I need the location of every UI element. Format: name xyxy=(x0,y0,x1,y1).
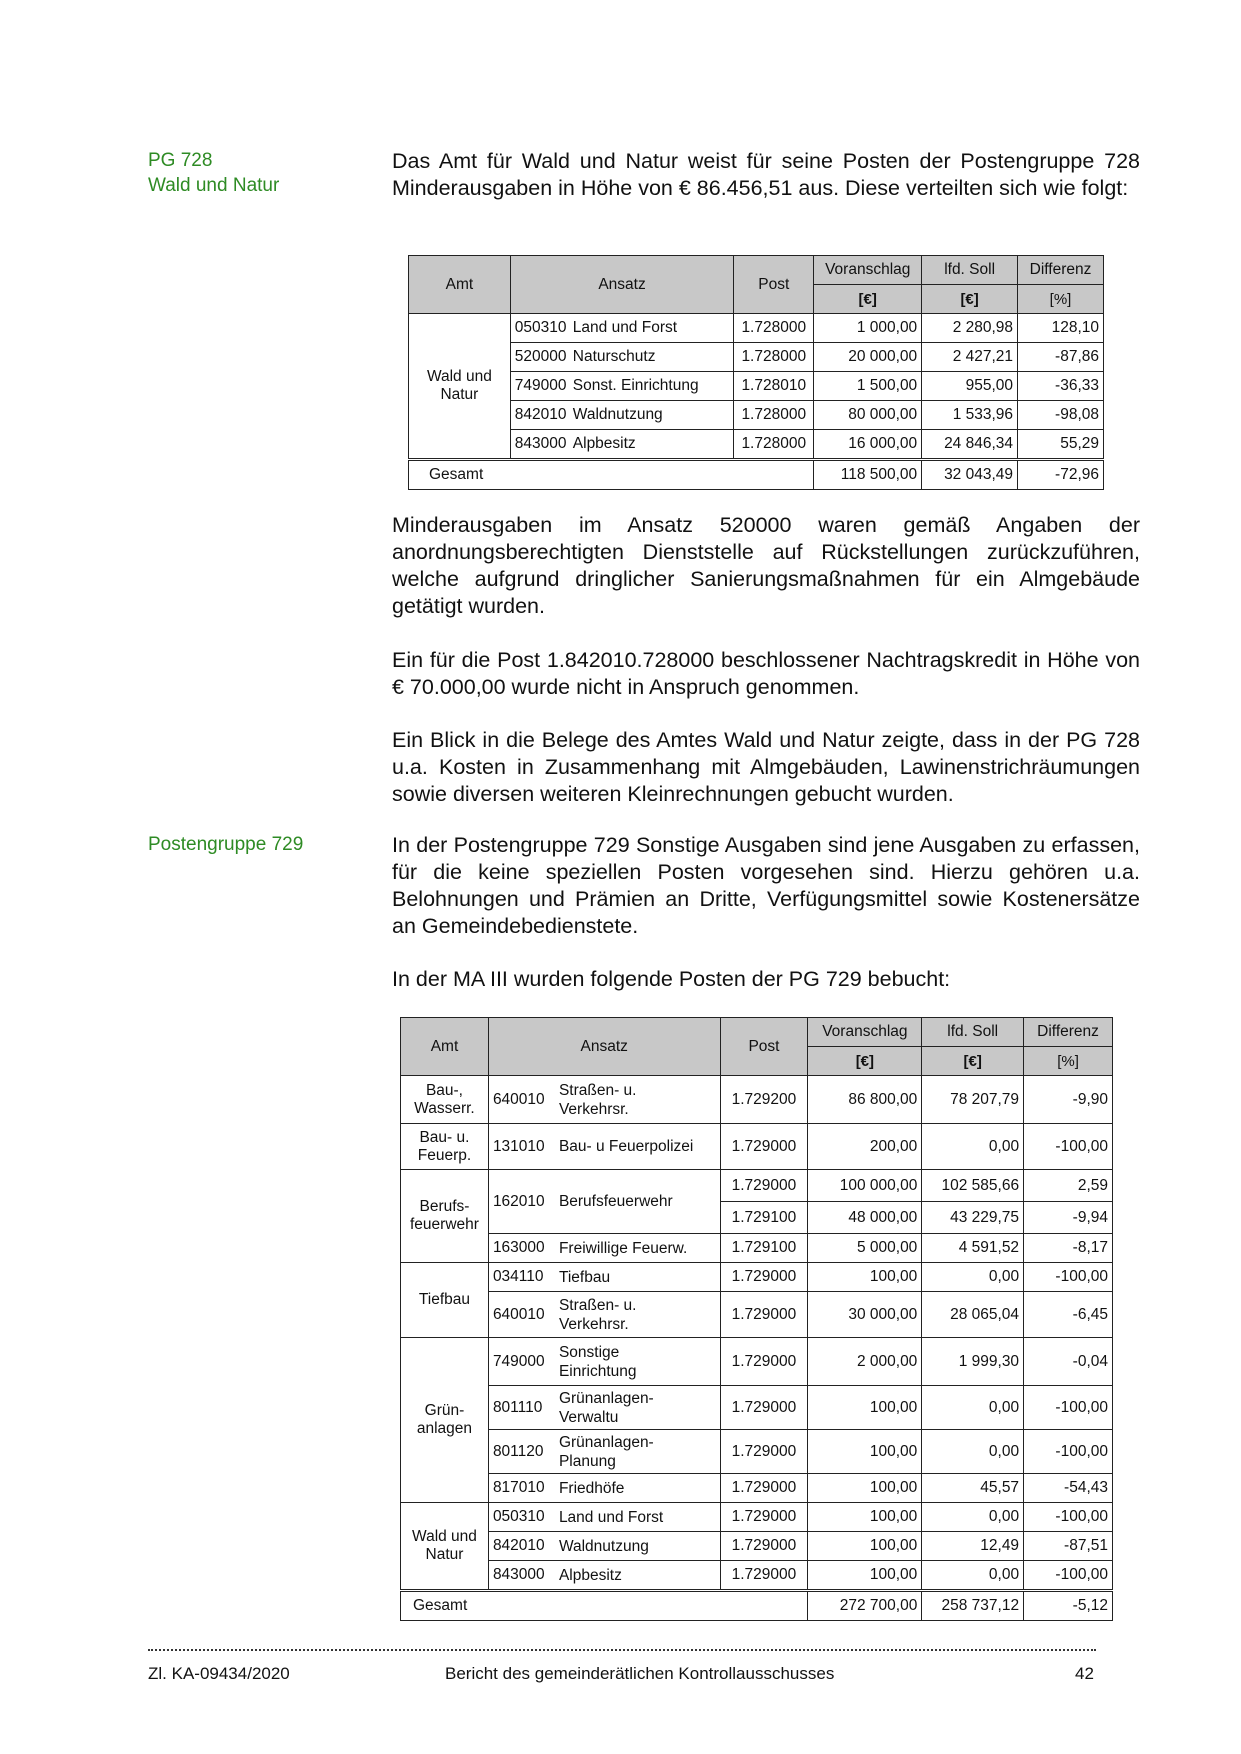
soll-cell: 78 207,79 xyxy=(922,1076,1024,1124)
post-cell: 1.729100 xyxy=(720,1234,808,1263)
footer-page-number: 42 xyxy=(1075,1664,1094,1683)
section-label-pg728 xyxy=(148,148,279,198)
table-row xyxy=(401,1386,1113,1430)
ansatz-cell xyxy=(488,1474,720,1503)
header-differenz: Differenz xyxy=(1018,256,1104,285)
unit-eur: [€] xyxy=(808,1047,922,1076)
ansatz-name: Sonstige Einrichtung xyxy=(558,1343,637,1380)
ansatz-name: Waldnutzung xyxy=(572,406,663,423)
ansatz-cell xyxy=(488,1532,720,1561)
unit-pct: [%] xyxy=(1024,1047,1113,1076)
post-cell: 1.729000 xyxy=(720,1170,808,1202)
amt-cell: Wald und Natur xyxy=(409,314,511,460)
voranschlag-cell: 5 000,00 xyxy=(808,1234,922,1263)
table-row xyxy=(401,1430,1113,1474)
soll-cell: 0,00 xyxy=(922,1561,1024,1591)
soll-cell: 2 427,21 xyxy=(922,343,1018,372)
table-total-row xyxy=(401,1591,1113,1621)
amt-cell: Bau- u. Feuerp. xyxy=(401,1124,489,1170)
ansatz-name: Land und Forst xyxy=(558,1508,664,1526)
ansatz-cell xyxy=(488,1503,720,1532)
table-row xyxy=(401,1234,1113,1263)
table-row xyxy=(409,430,1104,460)
post-cell: 1.729000 xyxy=(720,1338,808,1386)
ansatz-cell xyxy=(510,372,734,401)
table-row xyxy=(401,1532,1113,1561)
ansatz-cell xyxy=(488,1386,720,1430)
paragraph-nachtragskredit: Ein für die Post 1.842010.728000 beschlossener Nachtragskredit in Höhe von € 70.000,00 wurde nicht in Anspruch genommen. xyxy=(392,648,1140,699)
voranschlag-cell: 100,00 xyxy=(808,1430,922,1474)
header-voranschlag: Voranschlag xyxy=(808,1018,922,1047)
table-total-row xyxy=(409,460,1104,490)
ansatz-name: Freiwillige Feuerw. xyxy=(558,1239,688,1257)
ansatz-code: 749000 xyxy=(514,377,567,394)
diff-cell: -100,00 xyxy=(1024,1124,1113,1170)
voranschlag-cell: 200,00 xyxy=(808,1124,922,1170)
unit-eur: [€] xyxy=(922,285,1018,314)
voranschlag-cell: 1 000,00 xyxy=(814,314,922,343)
diff-cell: -100,00 xyxy=(1024,1561,1113,1591)
soll-cell: 4 591,52 xyxy=(922,1234,1024,1263)
paragraph-ma3: In der MA III wurden folgende Posten der PG 729 bebucht: xyxy=(392,967,951,991)
amt-cell: Grün-anlagen xyxy=(401,1338,489,1503)
post-cell: 1.729000 xyxy=(720,1292,808,1338)
soll-cell: 28 065,04 xyxy=(922,1292,1024,1338)
voranschlag-cell: 48 000,00 xyxy=(808,1202,922,1234)
diff-cell: -100,00 xyxy=(1024,1503,1113,1532)
post-cell: 1.729000 xyxy=(720,1430,808,1474)
table-row xyxy=(409,372,1104,401)
table-row xyxy=(409,401,1104,430)
ansatz-cell xyxy=(488,1076,720,1124)
amt-cell: Berufs-feuerwehr xyxy=(401,1170,489,1263)
voranschlag-cell: 86 800,00 xyxy=(808,1076,922,1124)
table-header-row xyxy=(409,256,1104,285)
voranschlag-cell: 16 000,00 xyxy=(814,430,922,460)
post-cell: 1.729200 xyxy=(720,1076,808,1124)
ansatz-name: Waldnutzung xyxy=(558,1537,649,1555)
ansatz-code: 843000 xyxy=(492,1566,545,1583)
ansatz-cell xyxy=(488,1234,720,1263)
table-row xyxy=(409,343,1104,372)
soll-cell: 0,00 xyxy=(922,1263,1024,1292)
ansatz-name: Grünanlagen-Planung xyxy=(558,1433,654,1470)
total-soll: 32 043,49 xyxy=(922,460,1018,490)
soll-cell: 102 585,66 xyxy=(922,1170,1024,1202)
soll-cell: 1 999,30 xyxy=(922,1338,1024,1386)
ansatz-code: 050310 xyxy=(492,1508,545,1525)
diff-cell: -87,51 xyxy=(1024,1532,1113,1561)
table-header-row xyxy=(401,1018,1113,1047)
post-cell: 1.729100 xyxy=(720,1202,808,1234)
table-row xyxy=(401,1561,1113,1591)
ansatz-name: Alpbesitz xyxy=(558,1566,622,1584)
post-cell: 1.729000 xyxy=(720,1263,808,1292)
header-post: Post xyxy=(734,256,814,314)
ansatz-cell xyxy=(488,1170,720,1234)
voranschlag-cell: 100,00 xyxy=(808,1503,922,1532)
header-soll: lfd. Soll xyxy=(922,256,1018,285)
header-voranschlag: Voranschlag xyxy=(814,256,922,285)
ansatz-code: 163000 xyxy=(492,1239,545,1256)
soll-cell: 12,49 xyxy=(922,1532,1024,1561)
paragraph-ansatz-520000: Minderausgaben im Ansatz 520000 waren gemäß Angaben der anordnungsberechtigten Dienststelle auf Rückstellungen zurückzuführen, welche aufgrund dringlicher Sanierungsmaßnahmen für ein Almgebäude getätigt wurden. xyxy=(392,513,1140,618)
voranschlag-cell: 100,00 xyxy=(808,1532,922,1561)
ansatz-cell xyxy=(510,314,734,343)
voranschlag-cell: 100,00 xyxy=(808,1474,922,1503)
ansatz-code: 842010 xyxy=(514,406,567,423)
diff-cell: -8,17 xyxy=(1024,1234,1113,1263)
post-cell: 1.729000 xyxy=(720,1561,808,1591)
post-cell: 1.729000 xyxy=(720,1386,808,1430)
amt-cell: Bau-, Wasserr. xyxy=(401,1076,489,1124)
ansatz-name: Straßen- u. Verkehrsr. xyxy=(558,1081,637,1118)
post-cell: 1.728000 xyxy=(734,343,814,372)
ansatz-code: 749000 xyxy=(492,1352,545,1370)
voranschlag-cell: 100,00 xyxy=(808,1561,922,1591)
diff-cell: -54,43 xyxy=(1024,1474,1113,1503)
ansatz-code: 131010 xyxy=(492,1137,545,1155)
post-cell: 1.728000 xyxy=(734,314,814,343)
header-soll: lfd. Soll xyxy=(922,1018,1024,1047)
header-amt: Amt xyxy=(401,1018,489,1076)
soll-cell: 45,57 xyxy=(922,1474,1024,1503)
table-row xyxy=(401,1263,1113,1292)
total-soll: 258 737,12 xyxy=(922,1591,1024,1621)
amt-cell: Tiefbau xyxy=(401,1263,489,1338)
soll-cell: 43 229,75 xyxy=(922,1202,1024,1234)
ansatz-code: 817010 xyxy=(492,1479,545,1496)
table-row xyxy=(401,1338,1113,1386)
diff-cell: -100,00 xyxy=(1024,1386,1113,1430)
unit-eur: [€] xyxy=(922,1047,1024,1076)
table-pg729 xyxy=(400,1017,1113,1621)
header-ansatz: Ansatz xyxy=(488,1018,720,1076)
total-label: Gesamt xyxy=(401,1591,808,1621)
total-voranschlag: 118 500,00 xyxy=(814,460,922,490)
section-label-pg728-line1: PG 728 xyxy=(148,150,213,171)
section-label-pg729: Postengruppe 729 xyxy=(148,834,304,855)
diff-cell: -100,00 xyxy=(1024,1430,1113,1474)
ansatz-cell xyxy=(510,430,734,460)
voranschlag-cell: 2 000,00 xyxy=(808,1338,922,1386)
diff-cell: 55,29 xyxy=(1018,430,1104,460)
header-ansatz: Ansatz xyxy=(510,256,734,314)
footer-reference: Zl. KA-09434/2020 xyxy=(148,1664,290,1683)
section-label-pg728-line2: Wald und Natur xyxy=(148,175,280,196)
header-post: Post xyxy=(720,1018,808,1076)
ansatz-name: Straßen- u. Verkehrsr. xyxy=(558,1296,637,1333)
amt-cell: Wald und Natur xyxy=(401,1503,489,1591)
ansatz-cell xyxy=(510,401,734,430)
paragraph-belege: Ein Blick in die Belege des Amtes Wald und Natur zeigte, dass in der PG 728 u.a. Kosten in Zusammenhang mit Almgebäuden, Lawinenstrichräumungen sowie diversen weiteren Kleinrechnungen gebucht wurden. xyxy=(392,728,1140,806)
voranschlag-cell: 80 000,00 xyxy=(814,401,922,430)
ansatz-cell xyxy=(488,1124,720,1170)
diff-cell: -36,33 xyxy=(1018,372,1104,401)
ansatz-name: Bau- u Feuerpolizei xyxy=(558,1138,694,1155)
ansatz-cell xyxy=(488,1338,720,1386)
post-cell: 1.729000 xyxy=(720,1474,808,1503)
ansatz-cell xyxy=(510,343,734,372)
total-diff: -72,96 xyxy=(1018,460,1104,490)
ansatz-name: Naturschutz xyxy=(572,348,656,365)
header-amt: Amt xyxy=(409,256,511,314)
ansatz-cell xyxy=(488,1430,720,1474)
table-row xyxy=(401,1076,1113,1124)
soll-cell: 0,00 xyxy=(922,1430,1024,1474)
voranschlag-cell: 30 000,00 xyxy=(808,1292,922,1338)
diff-cell: -98,08 xyxy=(1018,401,1104,430)
voranschlag-cell: 100,00 xyxy=(808,1263,922,1292)
table-row xyxy=(401,1503,1113,1532)
soll-cell: 0,00 xyxy=(922,1503,1024,1532)
soll-cell: 24 846,34 xyxy=(922,430,1018,460)
soll-cell: 0,00 xyxy=(922,1124,1024,1170)
ansatz-name: Tiefbau xyxy=(558,1268,611,1286)
soll-cell: 955,00 xyxy=(922,372,1018,401)
voranschlag-cell: 20 000,00 xyxy=(814,343,922,372)
ansatz-code: 520000 xyxy=(514,348,567,365)
ansatz-name: Sonst. Einrichtung xyxy=(572,377,699,394)
diff-cell: -9,94 xyxy=(1024,1202,1113,1234)
diff-cell: -87,86 xyxy=(1018,343,1104,372)
post-cell: 1.728000 xyxy=(734,401,814,430)
ansatz-name: Land und Forst xyxy=(572,319,678,336)
soll-cell: 1 533,96 xyxy=(922,401,1018,430)
post-cell: 1.729000 xyxy=(720,1532,808,1561)
table-row xyxy=(401,1474,1113,1503)
soll-cell: 2 280,98 xyxy=(922,314,1018,343)
table-row xyxy=(401,1124,1113,1170)
ansatz-code: 801120 xyxy=(492,1442,544,1460)
table-pg728 xyxy=(408,255,1104,490)
footer-title: Bericht des gemeinderätlichen Kontrollausschusses xyxy=(445,1664,835,1683)
diff-cell: -6,45 xyxy=(1024,1292,1113,1338)
voranschlag-cell: 100,00 xyxy=(808,1386,922,1430)
ansatz-code: 162010 xyxy=(492,1192,545,1210)
ansatz-name: Alpbesitz xyxy=(572,435,636,452)
voranschlag-cell: 100 000,00 xyxy=(808,1170,922,1202)
total-diff: -5,12 xyxy=(1024,1591,1113,1621)
diff-cell: 2,59 xyxy=(1024,1170,1113,1202)
diff-cell: -0,04 xyxy=(1024,1338,1113,1386)
ansatz-cell xyxy=(488,1292,720,1338)
ansatz-code: 843000 xyxy=(514,435,567,452)
table-row xyxy=(401,1292,1113,1338)
post-cell: 1.728000 xyxy=(734,430,814,460)
ansatz-name: Friedhöfe xyxy=(558,1479,625,1497)
ansatz-name: Grünanlagen-Verwaltu xyxy=(558,1389,654,1426)
post-cell: 1.729000 xyxy=(720,1124,808,1170)
ansatz-code: 640010 xyxy=(492,1305,545,1323)
post-cell: 1.729000 xyxy=(720,1503,808,1532)
paragraph-intro-pg729: In der Postengruppe 729 Sonstige Ausgaben sind jene Ausgaben zu erfassen, für die keine speziellen Posten vorgesehen sind. Hierzu gehören u.a. Belohnungen und Prämien an Dritte, Verfügungsmittel sowie Kostenersätze an Gemeindebedienstete. xyxy=(392,833,1140,938)
ansatz-code: 034110 xyxy=(492,1268,544,1285)
table-row xyxy=(401,1170,1113,1202)
ansatz-cell xyxy=(488,1561,720,1591)
paragraph-intro-pg728: Das Amt für Wald und Natur weist für seine Posten der Postengruppe 728 Minderausgaben in Höhe von € 86.456,51 aus. Diese verteilten sich wie folgt: xyxy=(392,149,1140,200)
ansatz-cell xyxy=(488,1263,720,1292)
header-differenz: Differenz xyxy=(1024,1018,1113,1047)
ansatz-code: 050310 xyxy=(514,319,567,336)
ansatz-code: 801110 xyxy=(492,1398,543,1416)
ansatz-name: Berufsfeuerwehr xyxy=(558,1193,673,1210)
post-cell: 1.728010 xyxy=(734,372,814,401)
diff-cell: -9,90 xyxy=(1024,1076,1113,1124)
diff-cell: 128,10 xyxy=(1018,314,1104,343)
total-label: Gesamt xyxy=(409,460,814,490)
voranschlag-cell: 1 500,00 xyxy=(814,372,922,401)
unit-eur: [€] xyxy=(814,285,922,314)
table-row xyxy=(409,314,1104,343)
ansatz-code: 842010 xyxy=(492,1537,545,1554)
diff-cell: -100,00 xyxy=(1024,1263,1113,1292)
total-voranschlag: 272 700,00 xyxy=(808,1591,922,1621)
ansatz-code: 640010 xyxy=(492,1090,545,1108)
footer-divider xyxy=(148,1649,1096,1651)
soll-cell: 0,00 xyxy=(922,1386,1024,1430)
unit-pct: [%] xyxy=(1018,285,1104,314)
